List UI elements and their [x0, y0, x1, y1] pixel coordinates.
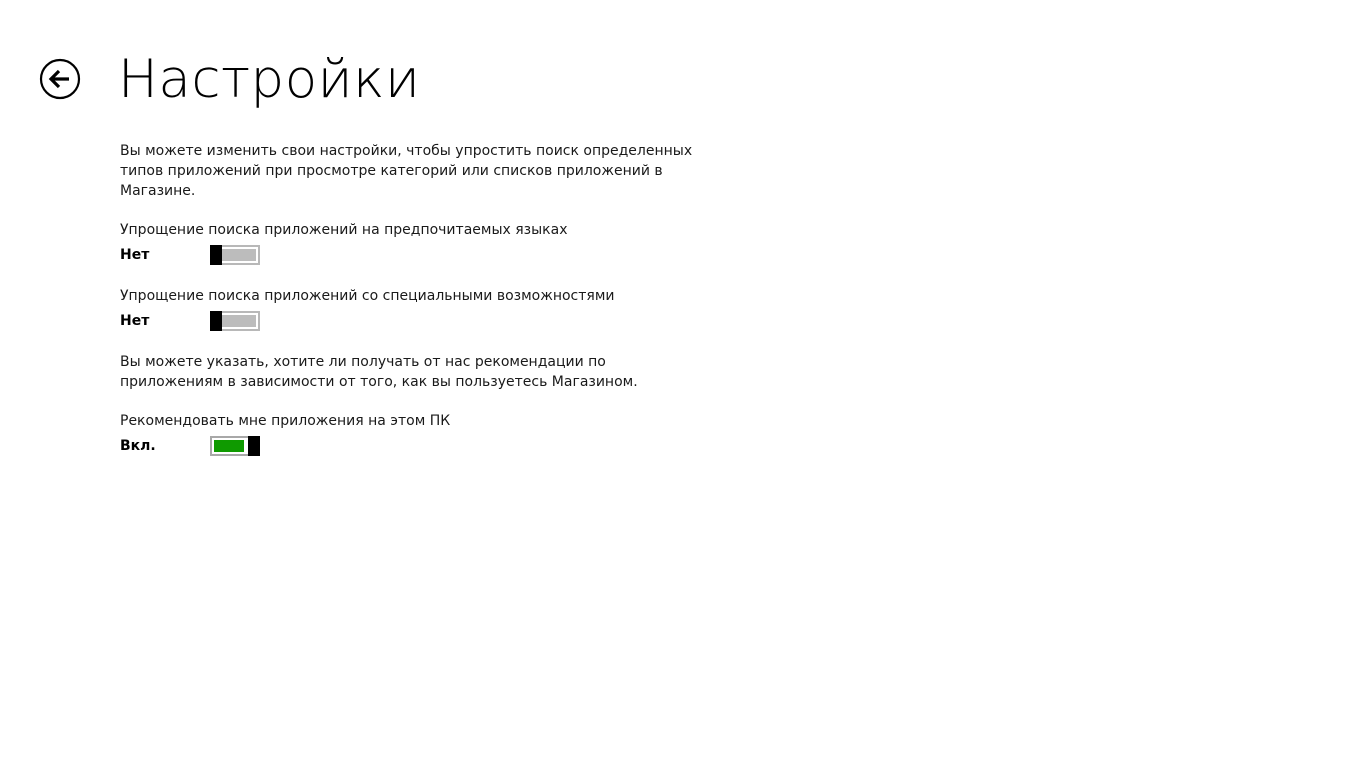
recommend-text: Вы можете указать, хотите ли получать от нас рекомендации по приложениям в зависимости от того, как вы пользуетесь Магазином. — [120, 354, 638, 390]
toggle-thumb[interactable] — [248, 436, 260, 456]
toggle-row — [120, 434, 700, 458]
setting-accessibility — [120, 286, 700, 333]
toggle-thumb[interactable] — [210, 245, 222, 265]
setting-preferred-languages — [120, 220, 700, 267]
intro-text: Вы можете изменить свои настройки, чтобы упростить поиск определенных типов приложений при просмотре категорий или списков приложений в Магазине. — [120, 143, 693, 199]
recommend-apps-toggle[interactable] — [210, 436, 260, 456]
toggle-track — [214, 440, 244, 452]
toggle-row — [120, 243, 700, 267]
toggle-state-text: Вкл. — [120, 438, 156, 454]
toggle-thumb[interactable] — [210, 311, 222, 331]
setting-label: Рекомендовать мне приложения на этом ПК — [120, 413, 451, 429]
settings-content — [120, 141, 700, 458]
toggle-state-text: Нет — [120, 313, 150, 329]
accessibility-toggle[interactable] — [210, 311, 260, 331]
back-arrow-icon[interactable] — [39, 58, 81, 100]
preferred-languages-toggle[interactable] — [210, 245, 260, 265]
setting-recommend-apps — [120, 411, 700, 458]
page-title: Настройки — [118, 49, 421, 110]
toggle-row — [120, 309, 700, 333]
toggle-state-text: Нет — [120, 247, 150, 263]
setting-label: Упрощение поиска приложений со специальными возможностями — [120, 288, 615, 304]
setting-label: Упрощение поиска приложений на предпочитаемых языках — [120, 222, 568, 238]
